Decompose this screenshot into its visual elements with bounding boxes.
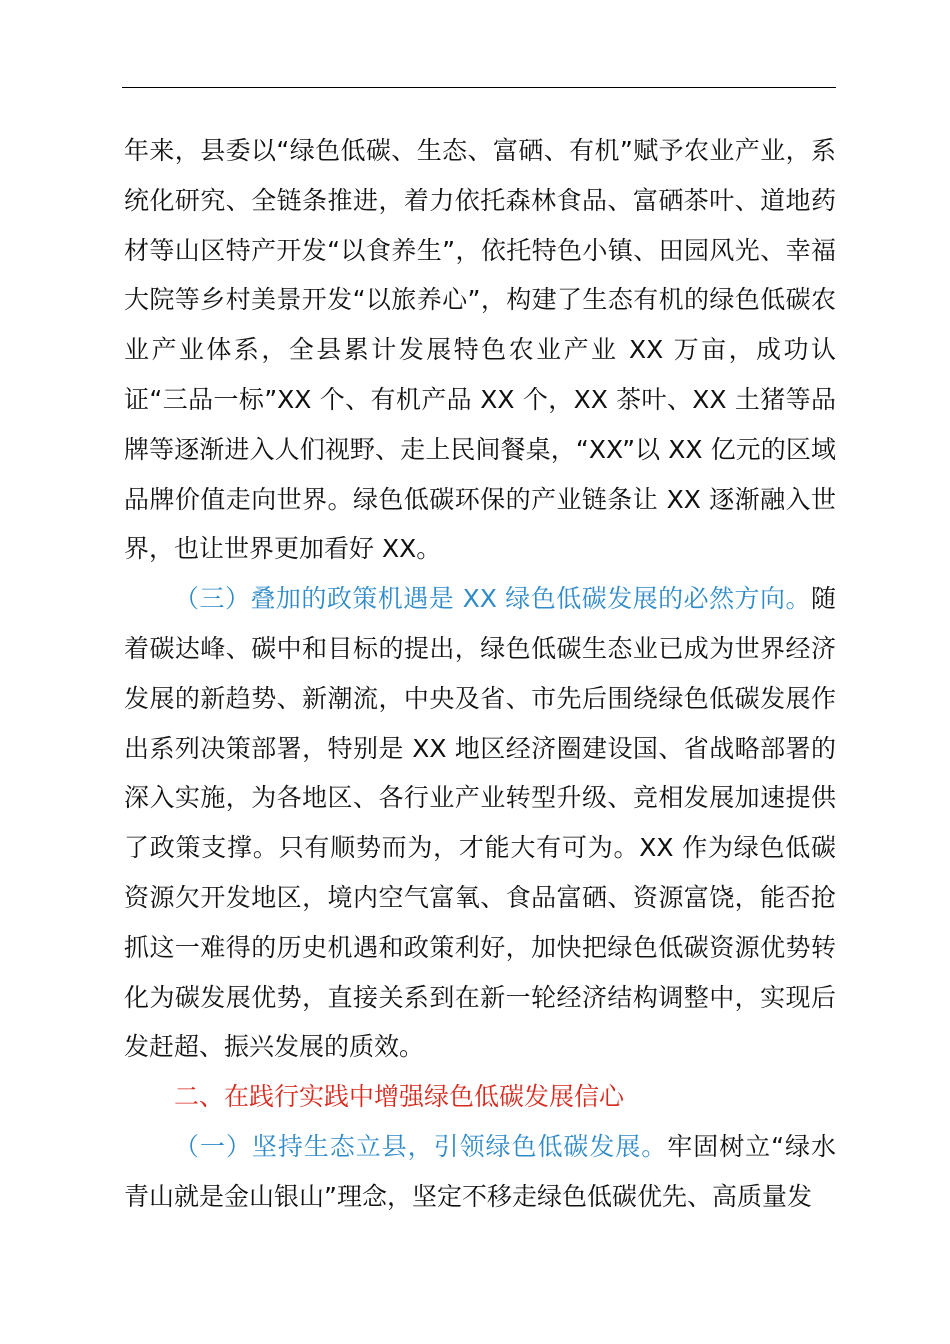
document-body xyxy=(124,126,836,1222)
subheading-policy-opportunity: （三）叠加的政策机遇是 XX 绿色低碳发展的必然方向。 xyxy=(174,584,811,614)
paragraph-ecology-first xyxy=(124,1122,836,1222)
header-rule xyxy=(122,87,836,88)
paragraph-policy-opportunity xyxy=(124,574,836,1072)
paragraph-ecology-first-body: 牢固树立“绿水青山就是金山银山”理念，坚定不移走绿色低碳优先、高质量发 xyxy=(124,1131,836,1211)
paragraph-policy-opportunity-body: 随着碳达峰、碳中和目标的提出，绿色低碳生态业已成为世界经济发展的新趋势、新潮流，中央及省、市先后围绕绿色低碳发展作出系列决策部署，特别是 XX 地区经济圈建设国、省战略部署的深入实施，为各地区、各行业产业转型升级、竞相发展加速提供了政策支撑。只有顺势而为，才能大有可为。XX 作为绿色低碳资源欠开发地区，境内空气富氧、食品富硒、资源富饶，能否抢抓这一难得的历史机遇和政策利好，加快把绿色低碳资源优势转化为碳发展优势，直接关系到在新一轮经济结构调整中，实现后发赶超、振兴发展的质效。 xyxy=(124,584,836,1062)
subheading-ecology-first: （一）坚持生态立县，引领绿色低碳发展。 xyxy=(174,1131,668,1161)
paragraph-continued: 年来，县委以“绿色低碳、生态、富硒、有机”赋予农业产业，系统化研究、全链条推进，着力依托森林食品、富硒茶叶、道地药材等山区特产开发“以食养生”，依托特色小镇、田园风光、幸福大院等乡村美景开发“以旅养心”，构建了生态有机的绿色低碳农业产业体系，全县累计发展特色农业产业 XX 万亩，成功认证“三品一标”XX 个、有机产品 XX 个，XX 茶叶、XX 土猪等品牌等逐渐进入人们视野、走上民间餐桌，“XX”以 XX 亿元的区域品牌价值走向世界。绿色低碳环保的产业链条让 XX 逐渐融入世界，也让世界更加看好 XX。 xyxy=(124,136,836,564)
section-heading: 二、在践行实践中增强绿色低碳发展信心 xyxy=(174,1082,625,1112)
